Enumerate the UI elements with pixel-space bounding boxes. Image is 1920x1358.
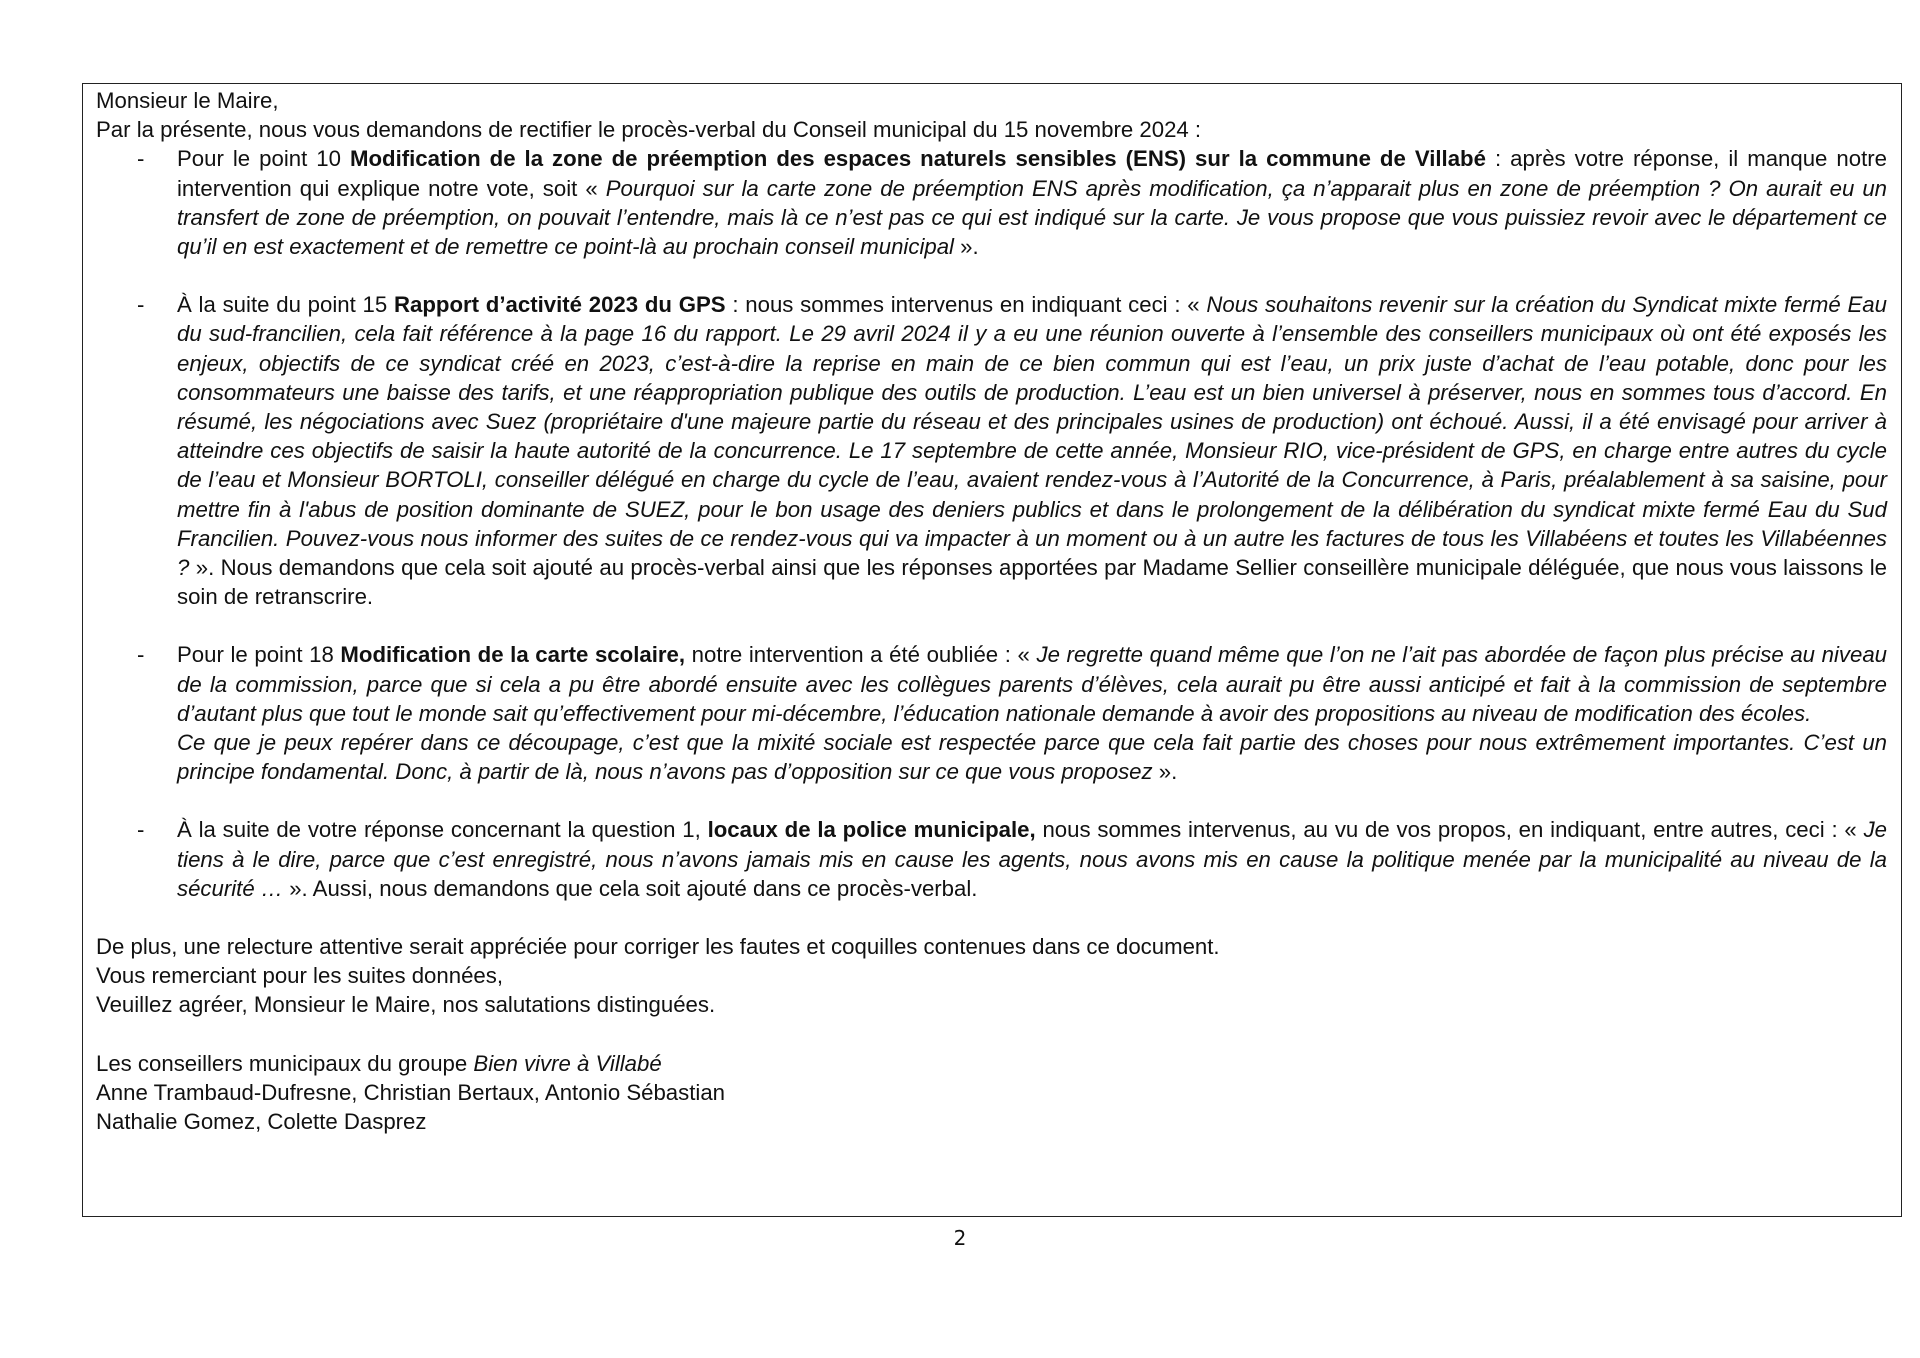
page-number: 2	[953, 1226, 967, 1250]
bullet-dash: -	[137, 292, 145, 318]
item-quote: Pourquoi sur la carte zone de préemption ENS après modification, ça n’apparait plus en zone de préemption ? On aurait eu un transfert de zone de préemption, on pouvait l’entendre, mais là ce n’est pas ce qui est indiqué sur la carte. Je vous propose que vous puissiez revoir avec le département ce qu’il en est exactement et de remettre ce point-là au prochain conseil municipal	[177, 175, 1887, 260]
item-lead: Pour le point 18	[177, 642, 341, 668]
item-tail: ». Aussi, nous demandons que cela soit ajouté dans ce procès-verbal.	[283, 875, 978, 901]
item-title: locaux de la police municipale,	[707, 817, 1036, 843]
signature-group-prefix: Les conseillers municipaux du groupe	[96, 1050, 474, 1076]
closing-line: De plus, une relecture attentive serait appréciée pour corriger les fautes et coquilles contenues dans ce document.	[96, 934, 1220, 960]
closing-line: Veuillez agréer, Monsieur le Maire, nos salutations distinguées.	[96, 992, 716, 1018]
list-item	[96, 144, 1887, 261]
item-quote: Je tiens à le dire, parce que c’est enregistré, nous n’avons jamais mis en cause les agents, nous avons mis en cause la politique menée par la municipalité au niveau de la sécurité …	[177, 817, 1887, 901]
item-lead: À la suite de votre réponse concernant la question 1,	[177, 817, 708, 843]
bullet-dash: -	[137, 642, 145, 668]
signature-names: Anne Trambaud-Dufresne, Christian Bertaux, Antonio Sébastian	[96, 1079, 726, 1105]
item-tail: ». Nous demandons que cela soit ajouté au procès-verbal ainsi que les réponses apportées par Madame Sellier conseillère municipale déléguée, que nous vous laissons le soin de retranscrire.	[177, 555, 1887, 610]
item-mid: : nous sommes intervenus en indiquant ceci : «	[725, 292, 1207, 318]
bullet-dash: -	[137, 146, 145, 172]
list-item	[96, 640, 1887, 786]
item-lead: Pour le point 10	[177, 146, 350, 172]
signature-group-name: Bien vivre à Villabé	[473, 1050, 662, 1076]
item-mid: notre intervention a été oubliée : «	[685, 642, 1037, 668]
list-item	[96, 815, 1887, 903]
item-title: Modification de la zone de préemption des espaces naturels sensibles (ENS) sur la commune de Villabé	[349, 146, 1486, 172]
item-lead: À la suite du point 15	[177, 292, 394, 318]
item-tail: ».	[954, 234, 979, 260]
list-item	[96, 290, 1887, 611]
closing-line: Vous remerciant pour les suites données,	[96, 963, 504, 989]
item-quote: Nous souhaitons revenir sur la création du Syndicat mixte fermé Eau du sud-francilien, cela fait référence à la page 16 du rapport. Le 29 avril 2024 il y a eu une réunion ouverte à l’ensemble des conseillers municipaux où ont été exposés les enjeux, objectifs de ce syndicat créé en 2023, c’est-à-dire la reprise en main de ce bien commun qui est l’eau, un prix juste d’achat de l’eau potable, donc pour les consommateurs une baisse des tarifs, et une réappropriation publique des outils de production. L’eau est un bien universel à préserver, nous en sommes tous d’accord. En résumé, les négociations avec Suez (propriétaire d'une majeure partie du réseau et des principales usines de production) ont échoué. Aussi, il a été envisagé pour arriver à atteindre ces objectifs de saisir la haute autorité de la concurrence. Le 17 septembre de cette année, Monsieur RIO, vice-président de GPS, en charge entre autres du cycle de l’eau et Monsieur BORTOLI, conseiller délégué en charge du cycle de l’eau, avaient rendez-vous à l’Autorité de la Concurrence, à Paris, préalablement à sa saisine, pour mettre fin à l'abus de position dominante de SUEZ, pour le bon usage des deniers publics et dans le prolongement de la délibération du syndicat mixte fermé Eau du Sud Francilien. Pouvez-vous nous informer des suites de ce rendez-vous qui va impacter à un moment ou à un autre les factures de tous les Villabéens et toutes les Villabéennes ?	[177, 292, 1887, 581]
item-quote-continued: Ce que je peux repérer dans ce découpage, c’est que la mixité sociale est respectée parce que cela fait partie des choses pour nous extrêmement importantes. C’est un principe fondamental. Donc, à partir de là, nous n’avons pas d’opposition sur ce que vous proposez	[177, 730, 1887, 785]
signature-group	[96, 1049, 1887, 1078]
bullet-dash: -	[137, 817, 145, 843]
signature-names: Nathalie Gomez, Colette Dasprez	[96, 1109, 427, 1135]
salutation: Monsieur le Maire,	[96, 88, 279, 113]
item-title: Modification de la carte scolaire,	[340, 642, 686, 668]
item-tail: ».	[1152, 759, 1178, 785]
intro-paragraph: Par la présente, nous vous demandons de rectifier le procès-verbal du Conseil municipal du 15 novembre 2024 :	[96, 117, 1202, 143]
item-quote: Je regrette quand même que l’on ne l’ait pas abordée de façon plus précise au niveau de la commission, parce que si cela a pu être abordé ensuite avec les collègues parents d’élèves, cela aurait pu être aussi anticipé et fait à la commission de septembre d’autant plus que tout le monde sait qu’effectivement pour mi-décembre, l’éducation nationale demande à avoir des propositions au niveau de modification des écoles.	[177, 642, 1887, 726]
item-mid: nous sommes intervenus, au vu de vos propos, en indiquant, entre autres, ceci : «	[1035, 817, 1864, 843]
item-mid: : après votre réponse, il manque notre intervention qui explique notre vote, soit «	[177, 146, 1887, 201]
letter-frame	[82, 83, 1902, 1217]
item-title: Rapport d’activité 2023 du GPS	[393, 292, 726, 318]
